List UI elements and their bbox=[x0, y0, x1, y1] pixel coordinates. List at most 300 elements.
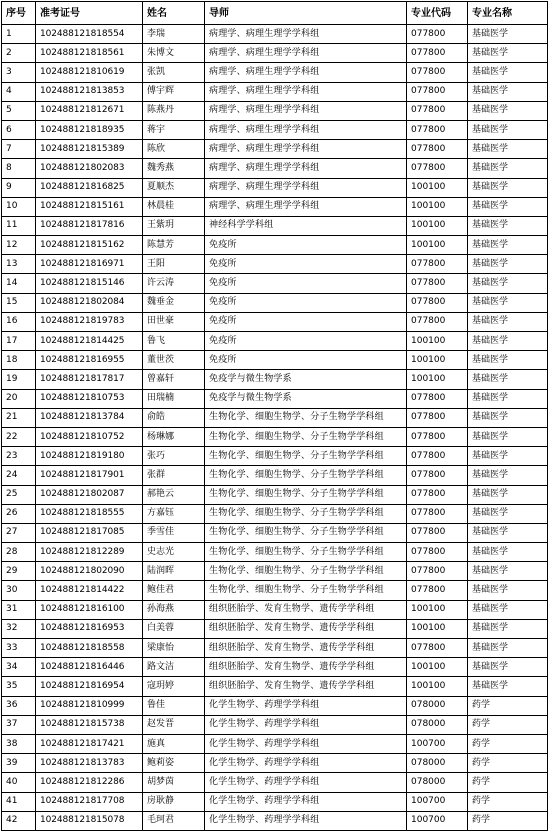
cell-serial: 6 bbox=[2, 120, 36, 139]
cell-major-name: 药学 bbox=[468, 792, 548, 811]
cell-name: 方嘉钰 bbox=[143, 504, 205, 523]
cell-major-code: 077800 bbox=[407, 120, 468, 139]
cell-major-code: 077800 bbox=[407, 82, 468, 101]
cell-name: 俞皓 bbox=[143, 408, 205, 427]
cell-exam-id: 102488121812289 bbox=[36, 543, 143, 562]
cell-serial: 1 bbox=[2, 25, 36, 44]
cell-major-name: 基础医学 bbox=[468, 236, 548, 255]
cell-supervisor: 病理学、病理生理学学科组 bbox=[205, 82, 407, 101]
cell-exam-id: 102488121817901 bbox=[36, 466, 143, 485]
cell-major-name: 基础医学 bbox=[468, 312, 548, 331]
table-row bbox=[2, 140, 548, 159]
cell-major-code: 100700 bbox=[407, 792, 468, 811]
cell-serial: 13 bbox=[2, 255, 36, 274]
cell-exam-id: 102488121802090 bbox=[36, 562, 143, 581]
table-row bbox=[2, 101, 548, 120]
cell-supervisor: 病理学、病理生理学学科组 bbox=[205, 120, 407, 139]
cell-major-code: 077800 bbox=[407, 427, 468, 446]
cell-supervisor: 化学生物学、药理学学科组 bbox=[205, 792, 407, 811]
cell-major-name: 基础医学 bbox=[468, 63, 548, 82]
cell-exam-id: 102488121810999 bbox=[36, 696, 143, 715]
cell-supervisor: 生物化学、细胞生物学、分子生物学学科组 bbox=[205, 485, 407, 504]
cell-exam-id: 102488121817816 bbox=[36, 216, 143, 235]
cell-supervisor: 免疫所 bbox=[205, 293, 407, 312]
cell-serial: 5 bbox=[2, 101, 36, 120]
table-row bbox=[2, 466, 548, 485]
cell-name: 陈欣 bbox=[143, 140, 205, 159]
table-row bbox=[2, 543, 548, 562]
cell-major-code: 077800 bbox=[407, 274, 468, 293]
cell-exam-id: 102488121816100 bbox=[36, 600, 143, 619]
cell-major-code: 100700 bbox=[407, 734, 468, 753]
cell-exam-id: 102488121815162 bbox=[36, 236, 143, 255]
cell-exam-id: 102488121817421 bbox=[36, 734, 143, 753]
table-row bbox=[2, 351, 548, 370]
cell-serial: 8 bbox=[2, 159, 36, 178]
table-row bbox=[2, 293, 548, 312]
cell-major-code: 100100 bbox=[407, 370, 468, 389]
cell-name: 曾嘉轩 bbox=[143, 370, 205, 389]
cell-supervisor: 生物化学、细胞生物学、分子生物学学科组 bbox=[205, 562, 407, 581]
cell-exam-id: 102488121815738 bbox=[36, 715, 143, 734]
cell-serial: 22 bbox=[2, 427, 36, 446]
column-header-exam-id: 准考证号 bbox=[36, 2, 143, 25]
cell-major-code: 078000 bbox=[407, 754, 468, 773]
cell-major-code: 077800 bbox=[407, 312, 468, 331]
cell-major-name: 基础医学 bbox=[468, 120, 548, 139]
cell-supervisor: 化学生物学、药理学学科组 bbox=[205, 754, 407, 773]
cell-name: 房耿静 bbox=[143, 792, 205, 811]
cell-exam-id: 102488121802084 bbox=[36, 293, 143, 312]
cell-major-name: 基础医学 bbox=[468, 504, 548, 523]
cell-name: 张群 bbox=[143, 466, 205, 485]
cell-major-code: 100100 bbox=[407, 216, 468, 235]
header-row bbox=[2, 2, 548, 25]
table-row bbox=[2, 427, 548, 446]
cell-supervisor: 病理学、病理生理学学科组 bbox=[205, 197, 407, 216]
cell-serial: 35 bbox=[2, 677, 36, 696]
cell-major-name: 基础医学 bbox=[468, 562, 548, 581]
cell-exam-id: 102488121810619 bbox=[36, 63, 143, 82]
cell-serial: 37 bbox=[2, 715, 36, 734]
cell-major-code: 077800 bbox=[407, 466, 468, 485]
cell-exam-id: 102488121815146 bbox=[36, 274, 143, 293]
table-row bbox=[2, 523, 548, 542]
table-row bbox=[2, 25, 548, 44]
cell-major-name: 基础医学 bbox=[468, 25, 548, 44]
cell-serial: 14 bbox=[2, 274, 36, 293]
cell-supervisor: 免疫所 bbox=[205, 332, 407, 351]
cell-major-code: 077800 bbox=[407, 389, 468, 408]
cell-serial: 40 bbox=[2, 773, 36, 792]
cell-serial: 2 bbox=[2, 44, 36, 63]
cell-major-code: 077800 bbox=[407, 293, 468, 312]
table-row bbox=[2, 370, 548, 389]
cell-major-name: 药学 bbox=[468, 811, 548, 830]
cell-major-name: 基础医学 bbox=[468, 619, 548, 638]
cell-major-code: 100700 bbox=[407, 811, 468, 830]
cell-major-code: 100100 bbox=[407, 600, 468, 619]
cell-exam-id: 102488121817708 bbox=[36, 792, 143, 811]
cell-major-code: 077800 bbox=[407, 523, 468, 542]
cell-exam-id: 102488121812286 bbox=[36, 773, 143, 792]
cell-supervisor: 生物化学、细胞生物学、分子生物学学科组 bbox=[205, 466, 407, 485]
cell-exam-id: 102488121816971 bbox=[36, 255, 143, 274]
cell-name: 张巧 bbox=[143, 447, 205, 466]
cell-name: 郝艳云 bbox=[143, 485, 205, 504]
cell-supervisor: 生物化学、细胞生物学、分子生物学学科组 bbox=[205, 447, 407, 466]
column-header-major-name: 专业名称 bbox=[468, 2, 548, 25]
table-row bbox=[2, 677, 548, 696]
column-header-name: 姓名 bbox=[143, 2, 205, 25]
table-row bbox=[2, 274, 548, 293]
cell-major-name: 药学 bbox=[468, 696, 548, 715]
cell-serial: 30 bbox=[2, 581, 36, 600]
cell-supervisor: 病理学、病理生理学学科组 bbox=[205, 140, 407, 159]
cell-supervisor: 组织胚胎学、发育生物学、遗传学学科组 bbox=[205, 639, 407, 658]
cell-major-code: 077800 bbox=[407, 63, 468, 82]
table-row bbox=[2, 696, 548, 715]
table-row bbox=[2, 120, 548, 139]
cell-serial: 29 bbox=[2, 562, 36, 581]
cell-supervisor: 免疫所 bbox=[205, 255, 407, 274]
cell-name: 田瑞楠 bbox=[143, 389, 205, 408]
table-row bbox=[2, 504, 548, 523]
cell-name: 傅宇辉 bbox=[143, 82, 205, 101]
cell-major-code: 077800 bbox=[407, 562, 468, 581]
table-row bbox=[2, 216, 548, 235]
cell-serial: 28 bbox=[2, 543, 36, 562]
cell-major-code: 100100 bbox=[407, 619, 468, 638]
cell-name: 李瑞 bbox=[143, 25, 205, 44]
cell-supervisor: 化学生物学、药理学学科组 bbox=[205, 715, 407, 734]
cell-major-name: 药学 bbox=[468, 715, 548, 734]
cell-supervisor: 生物化学、细胞生物学、分子生物学学科组 bbox=[205, 408, 407, 427]
cell-major-code: 077800 bbox=[407, 639, 468, 658]
cell-name: 田世豪 bbox=[143, 312, 205, 331]
cell-name: 白美蓉 bbox=[143, 619, 205, 638]
cell-major-code: 077800 bbox=[407, 255, 468, 274]
cell-serial: 9 bbox=[2, 178, 36, 197]
cell-name: 史志光 bbox=[143, 543, 205, 562]
cell-serial: 32 bbox=[2, 619, 36, 638]
cell-supervisor: 组织胚胎学、发育生物学、遗传学学科组 bbox=[205, 619, 407, 638]
table-row bbox=[2, 811, 548, 830]
cell-major-name: 基础医学 bbox=[468, 485, 548, 504]
table-row bbox=[2, 754, 548, 773]
table-row bbox=[2, 562, 548, 581]
cell-major-name: 基础医学 bbox=[468, 351, 548, 370]
cell-major-code: 078000 bbox=[407, 696, 468, 715]
cell-major-code: 077800 bbox=[407, 504, 468, 523]
cell-exam-id: 102488121815161 bbox=[36, 197, 143, 216]
cell-major-name: 基础医学 bbox=[468, 101, 548, 120]
table-row bbox=[2, 619, 548, 638]
cell-major-name: 基础医学 bbox=[468, 427, 548, 446]
column-header-major-code: 专业代码 bbox=[407, 2, 468, 25]
table-header bbox=[2, 2, 548, 25]
cell-supervisor: 生物化学、细胞生物学、分子生物学学科组 bbox=[205, 581, 407, 600]
cell-supervisor: 化学生物学、药理学学科组 bbox=[205, 773, 407, 792]
table-row bbox=[2, 658, 548, 677]
cell-major-code: 100100 bbox=[407, 677, 468, 696]
cell-exam-id: 102488121813783 bbox=[36, 754, 143, 773]
cell-name: 胡梦茵 bbox=[143, 773, 205, 792]
cell-serial: 34 bbox=[2, 658, 36, 677]
column-header-supervisor: 导师 bbox=[205, 2, 407, 25]
cell-major-name: 基础医学 bbox=[468, 523, 548, 542]
table-row bbox=[2, 159, 548, 178]
cell-name: 陆润晖 bbox=[143, 562, 205, 581]
table-row bbox=[2, 63, 548, 82]
cell-serial: 19 bbox=[2, 370, 36, 389]
admission-table bbox=[1, 1, 548, 831]
cell-exam-id: 102488121819783 bbox=[36, 312, 143, 331]
cell-serial: 33 bbox=[2, 639, 36, 658]
cell-exam-id: 102488121802087 bbox=[36, 485, 143, 504]
cell-name: 寇玥婷 bbox=[143, 677, 205, 696]
cell-major-name: 基础医学 bbox=[468, 140, 548, 159]
cell-major-name: 基础医学 bbox=[468, 639, 548, 658]
cell-name: 王阳 bbox=[143, 255, 205, 274]
cell-supervisor: 免疫学与微生物学系 bbox=[205, 389, 407, 408]
cell-major-code: 077800 bbox=[407, 140, 468, 159]
cell-major-name: 基础医学 bbox=[468, 543, 548, 562]
table-row bbox=[2, 82, 548, 101]
cell-major-code: 100100 bbox=[407, 332, 468, 351]
cell-major-name: 基础医学 bbox=[468, 332, 548, 351]
table-row bbox=[2, 581, 548, 600]
cell-exam-id: 102488121817817 bbox=[36, 370, 143, 389]
cell-supervisor: 免疫所 bbox=[205, 351, 407, 370]
cell-serial: 24 bbox=[2, 466, 36, 485]
cell-exam-id: 102488121816955 bbox=[36, 351, 143, 370]
cell-major-code: 077800 bbox=[407, 485, 468, 504]
cell-major-code: 077800 bbox=[407, 25, 468, 44]
cell-major-code: 077800 bbox=[407, 581, 468, 600]
cell-major-code: 100100 bbox=[407, 351, 468, 370]
cell-major-name: 基础医学 bbox=[468, 178, 548, 197]
table-row bbox=[2, 312, 548, 331]
cell-supervisor: 免疫所 bbox=[205, 236, 407, 255]
cell-major-code: 077800 bbox=[407, 447, 468, 466]
cell-major-name: 基础医学 bbox=[468, 466, 548, 485]
cell-name: 陈燕丹 bbox=[143, 101, 205, 120]
cell-exam-id: 102488121817085 bbox=[36, 523, 143, 542]
cell-exam-id: 102488121818554 bbox=[36, 25, 143, 44]
cell-serial: 31 bbox=[2, 600, 36, 619]
cell-supervisor: 生物化学、细胞生物学、分子生物学学科组 bbox=[205, 523, 407, 542]
cell-supervisor: 免疫所 bbox=[205, 312, 407, 331]
cell-major-name: 基础医学 bbox=[468, 658, 548, 677]
cell-major-name: 基础医学 bbox=[468, 600, 548, 619]
cell-major-name: 基础医学 bbox=[468, 677, 548, 696]
cell-name: 张凯 bbox=[143, 63, 205, 82]
table-row bbox=[2, 178, 548, 197]
cell-major-name: 基础医学 bbox=[468, 255, 548, 274]
table-row bbox=[2, 734, 548, 753]
cell-serial: 18 bbox=[2, 351, 36, 370]
cell-major-name: 基础医学 bbox=[468, 370, 548, 389]
cell-major-name: 基础医学 bbox=[468, 274, 548, 293]
cell-name: 杨琳娜 bbox=[143, 427, 205, 446]
table-row bbox=[2, 639, 548, 658]
cell-serial: 27 bbox=[2, 523, 36, 542]
cell-exam-id: 102488121810753 bbox=[36, 389, 143, 408]
cell-supervisor: 组织胚胎学、发育生物学、遗传学学科组 bbox=[205, 600, 407, 619]
cell-supervisor: 病理学、病理生理学学科组 bbox=[205, 44, 407, 63]
table-row bbox=[2, 332, 548, 351]
cell-serial: 41 bbox=[2, 792, 36, 811]
table-row bbox=[2, 389, 548, 408]
cell-name: 夏顺杰 bbox=[143, 178, 205, 197]
cell-serial: 16 bbox=[2, 312, 36, 331]
cell-major-name: 药学 bbox=[468, 754, 548, 773]
cell-exam-id: 102488121810752 bbox=[36, 427, 143, 446]
cell-name: 董世茨 bbox=[143, 351, 205, 370]
cell-serial: 20 bbox=[2, 389, 36, 408]
cell-major-code: 100100 bbox=[407, 197, 468, 216]
cell-supervisor: 生物化学、细胞生物学、分子生物学学科组 bbox=[205, 427, 407, 446]
cell-exam-id: 102488121816825 bbox=[36, 178, 143, 197]
table-row bbox=[2, 408, 548, 427]
cell-serial: 11 bbox=[2, 216, 36, 235]
cell-exam-id: 102488121818561 bbox=[36, 44, 143, 63]
cell-name: 许云涛 bbox=[143, 274, 205, 293]
cell-exam-id: 102488121816954 bbox=[36, 677, 143, 696]
cell-name: 鲁飞 bbox=[143, 332, 205, 351]
cell-major-code: 100100 bbox=[407, 178, 468, 197]
table-row bbox=[2, 236, 548, 255]
cell-serial: 12 bbox=[2, 236, 36, 255]
cell-exam-id: 102488121815078 bbox=[36, 811, 143, 830]
table-row bbox=[2, 715, 548, 734]
cell-serial: 36 bbox=[2, 696, 36, 715]
cell-serial: 25 bbox=[2, 485, 36, 504]
cell-major-code: 077800 bbox=[407, 44, 468, 63]
cell-name: 魏垂金 bbox=[143, 293, 205, 312]
table-row bbox=[2, 600, 548, 619]
cell-serial: 4 bbox=[2, 82, 36, 101]
cell-exam-id: 102488121814422 bbox=[36, 581, 143, 600]
table-row bbox=[2, 485, 548, 504]
cell-major-name: 基础医学 bbox=[468, 159, 548, 178]
cell-name: 路文洁 bbox=[143, 658, 205, 677]
cell-serial: 26 bbox=[2, 504, 36, 523]
cell-serial: 21 bbox=[2, 408, 36, 427]
cell-name: 季雪佳 bbox=[143, 523, 205, 542]
cell-major-code: 100100 bbox=[407, 658, 468, 677]
cell-supervisor: 免疫学与微生物学系 bbox=[205, 370, 407, 389]
cell-exam-id: 102488121813784 bbox=[36, 408, 143, 427]
table-row bbox=[2, 792, 548, 811]
cell-supervisor: 病理学、病理生理学学科组 bbox=[205, 25, 407, 44]
cell-supervisor: 生物化学、细胞生物学、分子生物学学科组 bbox=[205, 543, 407, 562]
table-row bbox=[2, 773, 548, 792]
cell-major-code: 077800 bbox=[407, 159, 468, 178]
cell-serial: 10 bbox=[2, 197, 36, 216]
cell-name: 毛珂君 bbox=[143, 811, 205, 830]
cell-major-name: 药学 bbox=[468, 773, 548, 792]
cell-supervisor: 生物化学、细胞生物学、分子生物学学科组 bbox=[205, 504, 407, 523]
cell-supervisor: 免疫所 bbox=[205, 274, 407, 293]
cell-serial: 7 bbox=[2, 140, 36, 159]
table-row bbox=[2, 197, 548, 216]
cell-supervisor: 化学生物学、药理学学科组 bbox=[205, 734, 407, 753]
cell-supervisor: 病理学、病理生理学学科组 bbox=[205, 178, 407, 197]
cell-supervisor: 化学生物学、药理学学科组 bbox=[205, 696, 407, 715]
cell-supervisor: 组织胚胎学、发育生物学、遗传学学科组 bbox=[205, 677, 407, 696]
cell-exam-id: 102488121819180 bbox=[36, 447, 143, 466]
cell-exam-id: 102488121815389 bbox=[36, 140, 143, 159]
cell-exam-id: 102488121818555 bbox=[36, 504, 143, 523]
table-row bbox=[2, 447, 548, 466]
column-header-serial: 序号 bbox=[2, 2, 36, 25]
cell-major-code: 100100 bbox=[407, 236, 468, 255]
cell-major-name: 基础医学 bbox=[468, 216, 548, 235]
cell-name: 赵发晋 bbox=[143, 715, 205, 734]
cell-major-name: 基础医学 bbox=[468, 197, 548, 216]
cell-name: 朱博文 bbox=[143, 44, 205, 63]
cell-name: 魏秀燕 bbox=[143, 159, 205, 178]
cell-name: 鲁佳 bbox=[143, 696, 205, 715]
cell-supervisor: 神经科学学科组 bbox=[205, 216, 407, 235]
cell-name: 鲍佳君 bbox=[143, 581, 205, 600]
cell-serial: 17 bbox=[2, 332, 36, 351]
table-row bbox=[2, 255, 548, 274]
cell-supervisor: 病理学、病理生理学学科组 bbox=[205, 101, 407, 120]
cell-serial: 15 bbox=[2, 293, 36, 312]
cell-exam-id: 102488121814425 bbox=[36, 332, 143, 351]
cell-exam-id: 102488121812671 bbox=[36, 101, 143, 120]
cell-major-code: 078000 bbox=[407, 715, 468, 734]
cell-major-name: 药学 bbox=[468, 734, 548, 753]
cell-major-name: 基础医学 bbox=[468, 408, 548, 427]
cell-name: 鲍莉姿 bbox=[143, 754, 205, 773]
cell-name: 梁康怡 bbox=[143, 639, 205, 658]
cell-major-code: 077800 bbox=[407, 408, 468, 427]
cell-exam-id: 102488121818935 bbox=[36, 120, 143, 139]
cell-name: 蒋宇 bbox=[143, 120, 205, 139]
cell-serial: 39 bbox=[2, 754, 36, 773]
cell-serial: 3 bbox=[2, 63, 36, 82]
cell-name: 陈慧芳 bbox=[143, 236, 205, 255]
cell-exam-id: 102488121802083 bbox=[36, 159, 143, 178]
cell-major-code: 078000 bbox=[407, 773, 468, 792]
cell-exam-id: 102488121816953 bbox=[36, 619, 143, 638]
cell-exam-id: 102488121813853 bbox=[36, 82, 143, 101]
cell-supervisor: 组织胚胎学、发育生物学、遗传学学科组 bbox=[205, 658, 407, 677]
cell-supervisor: 病理学、病理生理学学科组 bbox=[205, 159, 407, 178]
cell-major-name: 基础医学 bbox=[468, 44, 548, 63]
cell-major-name: 基础医学 bbox=[468, 82, 548, 101]
cell-supervisor: 病理学、病理生理学学科组 bbox=[205, 63, 407, 82]
cell-major-code: 077800 bbox=[407, 543, 468, 562]
cell-exam-id: 102488121816446 bbox=[36, 658, 143, 677]
table-body bbox=[2, 25, 548, 831]
cell-major-name: 基础医学 bbox=[468, 581, 548, 600]
cell-supervisor: 化学生物学、药理学学科组 bbox=[205, 811, 407, 830]
cell-name: 王紫玥 bbox=[143, 216, 205, 235]
cell-exam-id: 102488121818558 bbox=[36, 639, 143, 658]
cell-major-code: 077800 bbox=[407, 101, 468, 120]
cell-serial: 23 bbox=[2, 447, 36, 466]
cell-major-name: 基础医学 bbox=[468, 389, 548, 408]
cell-serial: 42 bbox=[2, 811, 36, 830]
cell-major-name: 基础医学 bbox=[468, 293, 548, 312]
cell-major-name: 基础医学 bbox=[468, 447, 548, 466]
cell-name: 孙海燕 bbox=[143, 600, 205, 619]
